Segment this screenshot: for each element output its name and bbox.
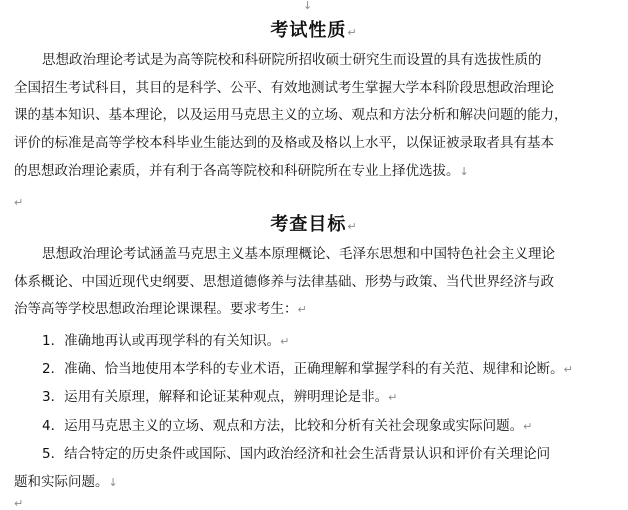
paragraph-line: 体系概论、中国近现代史纲要、思想道德修养与法律基础、形势与政策、当代世界经济与政 — [14, 273, 554, 290]
heading-text: 考试性质 — [270, 20, 347, 41]
line-break-mark: ↓ — [459, 164, 469, 178]
paragraph-line-last — [14, 296, 614, 324]
list-item — [14, 327, 614, 355]
section-heading-nature — [0, 20, 628, 42]
heading-text: 考查目标 — [270, 214, 347, 235]
list-item-text: 4．运用马克思主义的立场、观点和方法，比较和分析有关社会现象或实际问题。 — [42, 417, 524, 434]
paragraph-line-last — [14, 158, 614, 186]
paragraph-mark: ↵ — [563, 363, 573, 377]
empty-paragraph-mark: ↵ — [14, 196, 24, 209]
paragraph-line: 思想政治理论考试是为高等院校和科研院所招收硕士研究生而设置的具有选拔性质的 — [42, 52, 542, 68]
paragraph-mark: ↵ — [347, 220, 358, 233]
list-item — [14, 383, 614, 411]
empty-paragraph-mark: ↵ — [14, 497, 24, 510]
line-break-mark: ↓ — [108, 476, 118, 490]
list-item — [14, 440, 614, 468]
list-item — [14, 412, 614, 440]
paragraph-mark: ↵ — [347, 26, 358, 39]
list-item-text: 题和实际问题。 — [14, 474, 109, 491]
list-item-continuation — [14, 468, 614, 496]
section-heading-objectives — [0, 214, 628, 236]
paragraph-mark: ↵ — [523, 419, 533, 433]
paragraph-mark: ↵ — [280, 335, 290, 348]
list-item-text: 1．准确地再认或再现学科的有关知识。 — [42, 333, 281, 349]
paragraph-mark: ↵ — [297, 303, 307, 317]
paragraph-mark: ↵ — [388, 391, 398, 405]
paragraph-line: 课的基本知识、基本理论，以及运用马克思主义的立场、观点和方法分析和解决问题的能力， — [14, 107, 568, 124]
objectives-paragraph — [14, 241, 614, 324]
list-item — [14, 355, 614, 383]
paragraph-line-text: 的思想政治理论素质，并有利于各高等院校和科研院所在专业上择优选拔。 — [14, 162, 460, 179]
requirements-list — [14, 327, 614, 496]
nature-paragraph — [14, 47, 614, 186]
paragraph-mark: ↓ — [303, 0, 313, 12]
list-item-text: 3．运用有关原理，解释和论证某种观点，辨明理论是非。 — [42, 389, 389, 406]
paragraph-line: 思想政治理论考试涵盖马克思主义基本原理概论、毛泽东思想和中国特色社会主义理论 — [42, 246, 555, 262]
list-item-text: 2．准确、恰当地使用本学科的专业术语，正确理解和掌握学科的有关范、规律和论断。 — [42, 361, 564, 378]
paragraph-line-text: 治等高等学校思想政治理论课课程。要求考生： — [14, 301, 298, 318]
paragraph-line: 评价的标准是高等学校本科毕业生能达到的及格或及格以上水平，以保证被录取者具有基本 — [14, 135, 554, 152]
list-item-text: 5．结合特定的历史条件或国际、国内政治经济和社会生活背景认识和评价有关理论问 — [42, 445, 551, 462]
paragraph-line: 全国招生考试科目，其目的是科学、公平、有效地测试考生掌握大学本科阶段思想政治理论 — [14, 79, 554, 96]
